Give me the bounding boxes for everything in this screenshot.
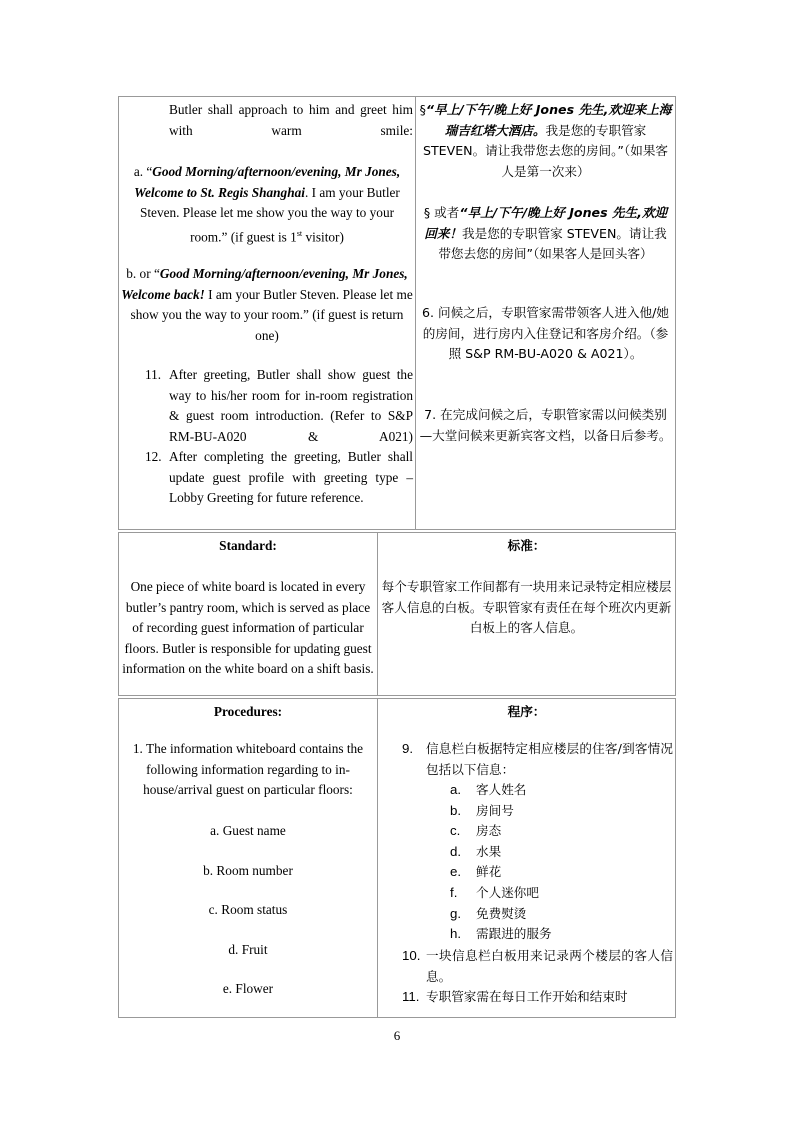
cn-sub-letter: h. (450, 926, 462, 942)
cn-sub-letter: g. (450, 905, 462, 921)
standard-section (118, 532, 676, 696)
whiteboard-item: b. Room number (203, 863, 293, 878)
cn-greeting-return-bold: “早上/下午/晚上好 Jones 先生,欢迎回来！ (424, 205, 668, 241)
cn-greeting-return-mark: § 或者 (423, 205, 460, 220)
greeting-option-b (121, 264, 413, 346)
option-a-prefix: a. “ (133, 164, 153, 179)
procedures-english-column (119, 699, 378, 1017)
cn-sub-text: 鲜花 (476, 864, 502, 880)
cn-sub-text: 房间号 (476, 802, 514, 818)
option-a-text: . I am your Butler Steven. Please let me show you the way to your room.” (if guest is 1 (139, 184, 400, 245)
option-a-tail: visitor) (302, 229, 344, 245)
option-b-greeting: Good Morning/afternoon/evening, Mr Jones, Welcome back! (121, 266, 408, 302)
cn-sub-letter: b. (450, 802, 462, 818)
cn-sub-text: 水果 (476, 843, 502, 859)
option-a-greeting: Good Morning/afternoon/evening, Mr Jones, Welcome to St. Regis Shanghai (134, 164, 401, 200)
cn-sub-text: 客人姓名 (476, 782, 527, 797)
step-12-text: After completing the greeting, Butler shall update guest profile with greeting type – Lobby Greeting for future reference. (169, 449, 413, 506)
cn-greeting-return (418, 203, 673, 265)
section-mark-icon: § (419, 102, 426, 117)
cn-step-6: 6. 问候之后，专职管家需带领客人进入他/她的房间，进行房内入住登记和客房介绍。（参照 S&P RM-BU-A020 & A021）。 (422, 305, 669, 362)
page-number: 6 (393, 1028, 401, 1043)
whiteboard-item: e. Flower (222, 981, 274, 996)
cn-item-9-number: 9. (402, 741, 414, 756)
cn-sub-letter: e. (450, 864, 462, 880)
option-b-prefix: b. or “ (126, 266, 160, 281)
procedures-title-cn: 程序： (507, 704, 546, 719)
cn-item-10-number: 10. (402, 948, 421, 963)
standard-title: Standard: (219, 538, 277, 553)
cn-item-10-text: 一块信息栏白板用来记录两个楼层的客人信息。 (426, 948, 673, 984)
standard-text: One piece of white board is located in every butler’s pantry room, which is served as place of recording guest information of particular floors. Butler is responsible for updating guest information on the white board on a shift basis. (122, 579, 374, 677)
cn-sub-letter: d. (450, 843, 462, 859)
option-a-sup: st (296, 228, 303, 238)
cn-greeting-first-text: 我是您的专职管家 STEVEN。请让我带您去您的房间。”（如果客人是第一次来） (422, 122, 669, 179)
standard-english-column (119, 533, 378, 695)
cn-sub-letter: f. (450, 885, 458, 900)
procedures-chinese-column (378, 699, 675, 1017)
cn-greeting-return-text: 我是您的专职管家 STEVEN。请让我带您去您的房间”（如果客人是回头客） (438, 225, 667, 262)
step-11-text: After greeting, Butler shall show guest the way to his/her room for in-room registration & guest room introduction. (Refer to S&P RM-BU-A020 & A021) (169, 367, 413, 444)
whiteboard-item: c. Room status (208, 902, 288, 917)
cn-sub-text: 需跟进的服务 (476, 926, 552, 942)
greeting-intro: Butler shall approach to him and greet him with warm smile: (169, 102, 413, 138)
cn-sub-letter: c. (450, 823, 461, 839)
greeting-procedure-section (118, 96, 676, 530)
procedures-intro: 1. The information whiteboard contains the following information regarding to in-house/arrival guest on particular floors: (132, 741, 364, 798)
standard-chinese-column (378, 533, 675, 695)
procedures-section (118, 698, 676, 1018)
cn-sub-text: 房态 (476, 823, 502, 839)
standard-text-cn: 每个专职管家工作间都有一块用来记录特定相应楼层客人信息的白板。专职管家有责任在每个班次内更新白板上的客人信息。 (381, 579, 672, 636)
step-12-number: 12. (145, 449, 162, 464)
standard-title-cn: 标准： (507, 538, 546, 553)
cn-item-11-text: 专职管家需在每日工作开始和结束时 (426, 989, 628, 1004)
cn-item-11-number: 11. (402, 989, 420, 1004)
cn-sub-letter: a. (450, 782, 462, 797)
step-11-number: 11. (145, 367, 162, 382)
cn-item-9-text: 信息栏白板据特定相应楼层的住客/到客情况包括以下信息： (426, 741, 673, 777)
option-b-text: I am your Butler Steven. Please let me show you the way to your room.” (if guest is return one) (130, 286, 413, 343)
cn-sub-text: 个人迷你吧 (476, 885, 539, 900)
greeting-option-a (121, 162, 413, 248)
cn-greeting-first (418, 100, 673, 182)
cn-sub-text: 免费熨烫 (476, 905, 527, 921)
procedures-title: Procedures: (213, 704, 283, 719)
cn-greeting-first-bold: “早上/下午/晚上好 Jones 先生,欢迎来上海瑞吉红塔大酒店。 (425, 102, 672, 138)
cn-step-7: 7. 在完成问候之后，专职管家需以问候类别—大堂问候来更新宾客文档，以备日后参考。 (419, 407, 672, 443)
chinese-column (416, 97, 675, 529)
whiteboard-item: a. Guest name (210, 823, 286, 838)
english-column (119, 97, 416, 529)
whiteboard-item: d. Fruit (228, 942, 268, 957)
